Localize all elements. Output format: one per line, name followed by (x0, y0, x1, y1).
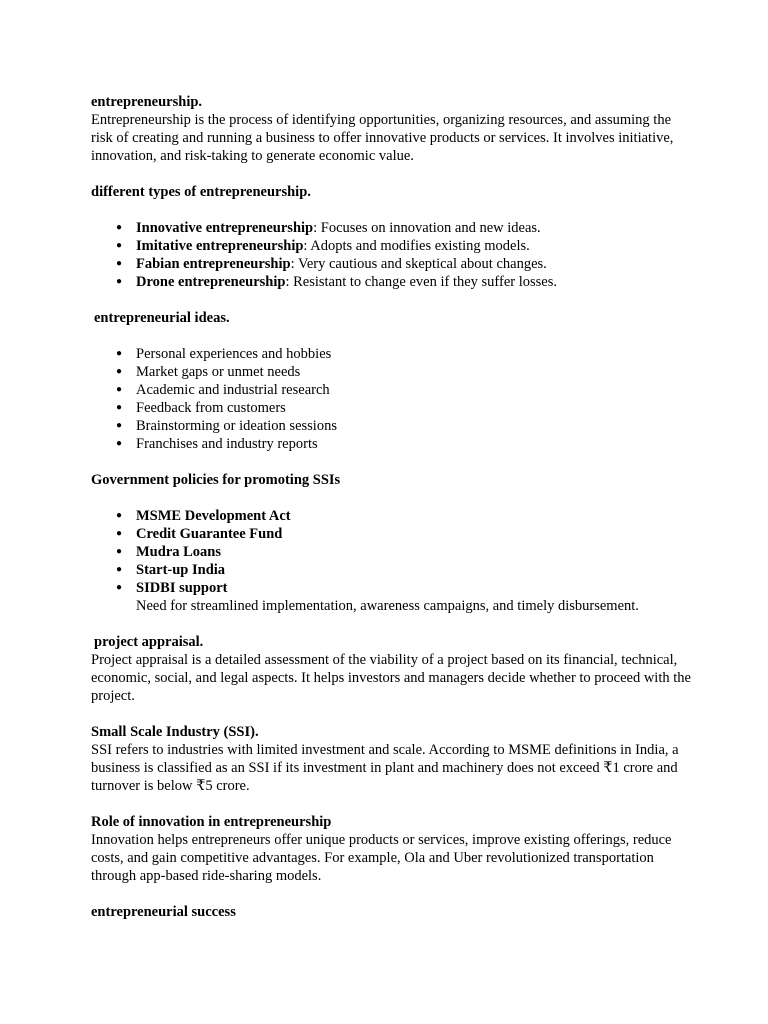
list-item (91, 219, 691, 237)
list-item (91, 363, 691, 381)
bullet-icon: ● (115, 438, 123, 449)
types-list (91, 219, 691, 291)
heading-success: entrepreneurial success (91, 904, 236, 920)
document-content (91, 93, 691, 921)
item-text: Mudra Loans (136, 544, 222, 560)
bullet-icon: ● (115, 240, 123, 251)
item-text: Market gaps or unmet needs (136, 364, 301, 380)
list-item (91, 561, 691, 579)
item-text: Brainstorming or ideation sessions (136, 418, 337, 434)
list-item (91, 579, 691, 597)
item-text: Credit Guarantee Fund (136, 526, 283, 542)
bullet-icon: ● (115, 582, 123, 593)
bullet-icon: ● (115, 258, 123, 269)
heading-appraisal: project appraisal. (94, 634, 204, 650)
bullet-icon: ● (115, 384, 123, 395)
bullet-icon: ● (115, 402, 123, 413)
bullet-icon: ● (115, 348, 123, 359)
paragraph-entrepreneurship: Entrepreneurship is the process of identifying opportunities, organizing resources, and assuming the risk of creating and running a business to offer innovative products or services. It involves initiative, innovation, and risk-taking to generate economic value. (91, 112, 674, 164)
item-text: Personal experiences and hobbies (136, 346, 332, 362)
ideas-list (91, 345, 691, 453)
list-item (91, 525, 691, 543)
term: Innovative entrepreneurship (136, 220, 314, 236)
heading-types: different types of entrepreneurship. (91, 184, 311, 200)
list-item (91, 237, 691, 255)
paragraph-innovation: Innovation helps entrepreneurs offer unique products or services, improve existing offerings, reduce costs, and gain competitive advantages. For example, Ola and Uber revolutionized transportation through app-based ride-sharing models. (91, 832, 672, 884)
item-text: Franchises and industry reports (136, 436, 318, 452)
bullet-icon: ● (115, 366, 123, 377)
item-text: MSME Development Act (136, 508, 291, 524)
bullet-icon: ● (115, 222, 123, 233)
bullet-icon: ● (115, 420, 123, 431)
policies-list (91, 507, 691, 597)
description: : Focuses on innovation and new ideas. (313, 220, 541, 236)
item-text: Feedback from customers (136, 400, 286, 416)
description: : Resistant to change even if they suffer losses. (285, 274, 557, 290)
list-item (91, 435, 691, 453)
paragraph-appraisal: Project appraisal is a detailed assessment of the viability of a project based on its financial, technical, economic, social, and legal aspects. It helps investors and managers decide whether to proceed with the project. (91, 652, 691, 704)
paragraph-ssi: SSI refers to industries with limited investment and scale. According to MSME definitions in India, a business is classified as an SSI if its investment in plant and machinery does not exceed ₹1 crore and turnover is below ₹5 crore. (91, 742, 679, 794)
bullet-icon: ● (115, 528, 123, 539)
policies-note: Need for streamlined implementation, awareness campaigns, and timely disbursement. (136, 598, 639, 614)
term: Drone entrepreneurship (136, 274, 286, 290)
bullet-icon: ● (115, 510, 123, 521)
heading-ideas: entrepreneurial ideas. (94, 310, 230, 326)
heading-innovation: Role of innovation in entrepreneurship (91, 814, 332, 830)
heading-ssi: Small Scale Industry (SSI). (91, 724, 259, 740)
bullet-icon: ● (115, 546, 123, 557)
term: Imitative entrepreneurship (136, 238, 304, 254)
list-item (91, 345, 691, 363)
term: Fabian entrepreneurship (136, 256, 291, 272)
item-text: SIDBI support (136, 580, 228, 596)
description: : Adopts and modifies existing models. (303, 238, 530, 254)
list-item (91, 255, 691, 273)
bullet-icon: ● (115, 564, 123, 575)
list-item (91, 543, 691, 561)
heading-policies: Government policies for promoting SSIs (91, 472, 341, 488)
list-item (91, 417, 691, 435)
description: : Very cautious and skeptical about changes. (290, 256, 547, 272)
item-text: Start-up India (136, 562, 226, 578)
bullet-icon: ● (115, 276, 123, 287)
list-item (91, 507, 691, 525)
list-item (91, 399, 691, 417)
list-item (91, 381, 691, 399)
list-item (91, 273, 691, 291)
heading-entrepreneurship: entrepreneurship. (91, 94, 203, 110)
item-text: Academic and industrial research (136, 382, 330, 398)
